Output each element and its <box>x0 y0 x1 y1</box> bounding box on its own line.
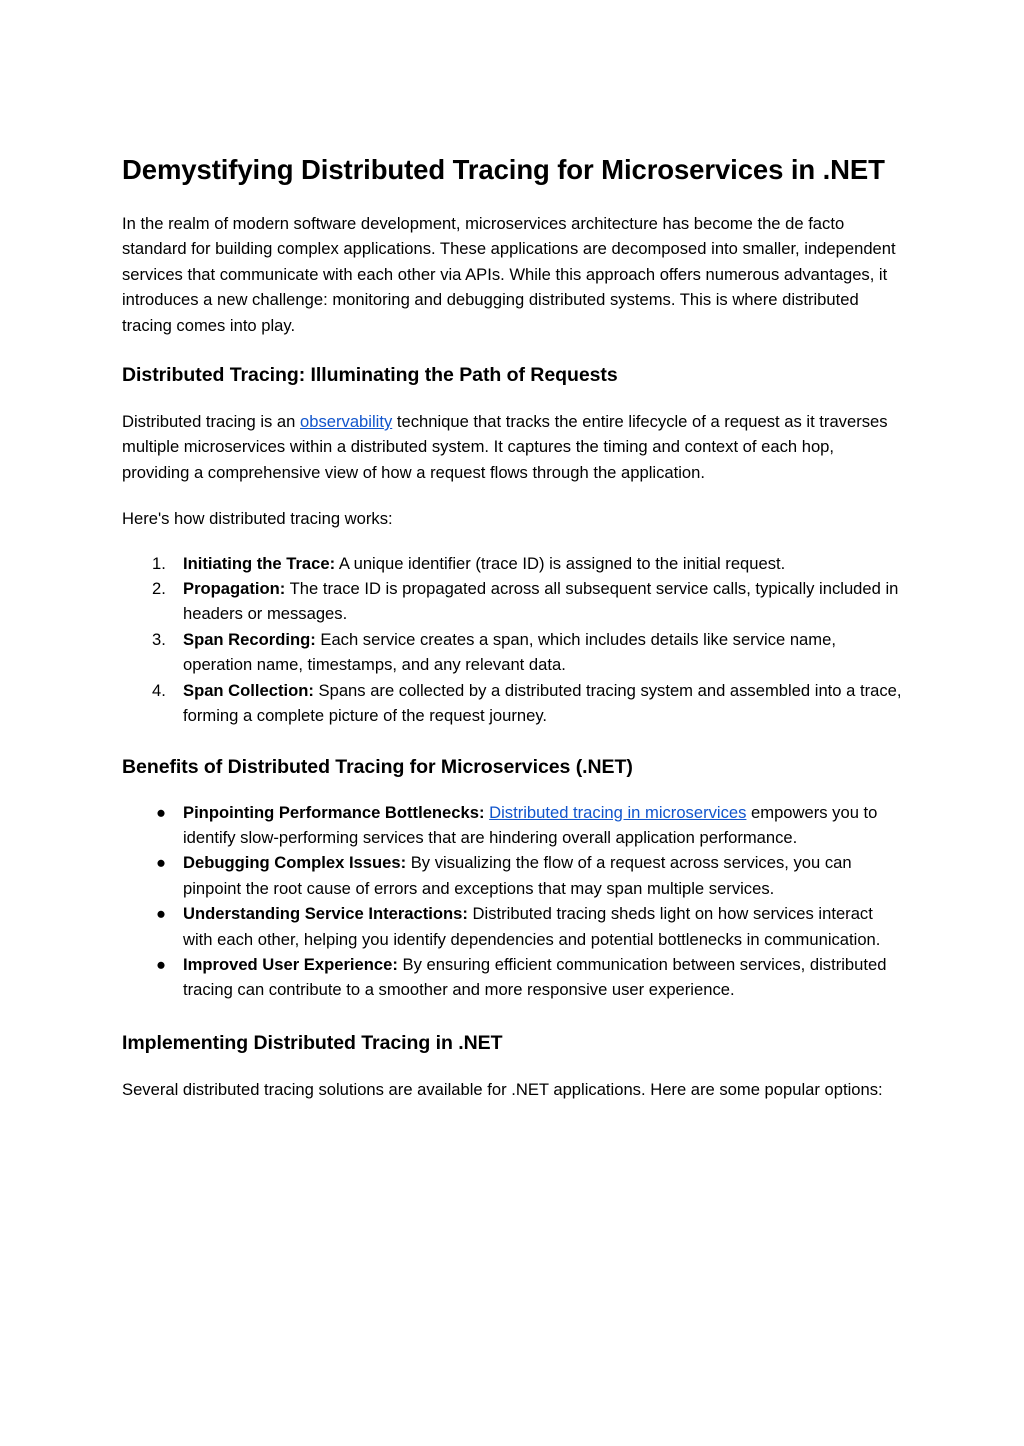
list-item-text-after-link: empowers you to identify slow-performing services that are hindering overall application performance. <box>183 802 878 847</box>
list-item <box>122 901 902 952</box>
observability-link[interactable]: observability <box>300 412 393 432</box>
list-item-text: Distributed tracing sheds light on how services interact with each other, helping you identify dependencies and potential bottlenecks in communication. <box>183 904 881 949</box>
list-item-lead: Span Recording: <box>183 629 316 649</box>
bullet-icon: ● <box>156 802 167 822</box>
list-marker: 1. <box>152 553 166 573</box>
section-heading-benefits: Benefits of Distributed Tracing for Microservices (.NET) <box>122 755 633 778</box>
list-item-text: A unique identifier (trace ID) is assigned to the initial request. <box>335 553 786 573</box>
list-item-lead: Span Collection: <box>183 680 314 700</box>
list-item-lead: Propagation: <box>183 579 286 599</box>
list-item-lead: Improved User Experience: <box>183 954 398 974</box>
bullet-icon: ● <box>156 904 167 924</box>
bullet-icon: ● <box>156 853 167 873</box>
list-item-text: The trace ID is propagated across all subsequent service calls, typically included in headers or messages. <box>183 579 899 624</box>
list-item <box>122 678 902 729</box>
list-item <box>122 800 902 851</box>
list-item-text: By ensuring efficient communication between services, distributed tracing can contribute to a smoother and more responsive user experience. <box>183 954 887 1000</box>
list-item-lead: Understanding Service Interactions: <box>183 904 468 924</box>
tracing-definition-text-before-link: Distributed tracing is an <box>122 412 301 432</box>
list-item-lead: Pinpointing Performance Bottlenecks: <box>183 802 485 822</box>
list-item <box>122 551 902 576</box>
distributed-tracing-microservices-link[interactable]: Distributed tracing in microservices <box>489 802 747 822</box>
section-heading-implementing: Implementing Distributed Tracing in .NET <box>122 1031 503 1054</box>
list-item-text: Each service creates a span, which includes details like service name, operation name, timestamps, and any relevant data. <box>183 629 836 675</box>
list-marker: 3. <box>152 629 166 649</box>
implementing-paragraph: Several distributed tracing solutions are available for .NET applications. Here are some popular options: <box>122 1079 883 1099</box>
tracing-steps-list <box>122 551 902 729</box>
page-title: Demystifying Distributed Tracing for Microservices in .NET <box>122 154 885 185</box>
list-item-lead: Debugging Complex Issues: <box>183 853 407 873</box>
benefits-list <box>122 800 902 1003</box>
tracing-definition-paragraph <box>122 409 902 485</box>
list-item-text: Spans are collected by a distributed tracing system and assembled into a trace, forming a complete picture of the request journey. <box>183 680 902 726</box>
section-heading-distributed-tracing: Distributed Tracing: Illuminating the Path of Requests <box>122 364 618 387</box>
list-item <box>122 952 902 1003</box>
bullet-icon: ● <box>156 954 167 974</box>
list-marker: 4. <box>152 680 166 700</box>
tracing-definition-text-after-link: technique that tracks the entire lifecycle of a request as it traverses multiple microservices within a distributed system. It captures the timing and context of each hop, providing a comprehensive view of how a request flows through the application. <box>122 412 888 482</box>
list-item-text: By visualizing the flow of a request across services, you can pinpoint the root cause of errors and exceptions that may span multiple services. <box>183 853 852 898</box>
list-marker: 2. <box>152 579 166 599</box>
list-item-lead: Initiating the Trace: <box>183 553 336 573</box>
document-content <box>122 150 902 1102</box>
list-item <box>122 850 902 901</box>
list-item <box>122 627 902 678</box>
list-item <box>122 576 902 627</box>
steps-list-intro: Here's how distributed tracing works: <box>122 509 393 529</box>
intro-paragraph: In the realm of modern software development, microservices architecture has become the de facto standard for building complex applications. These applications are decomposed into smaller, independent services that communicate with each other via APIs. While this approach offers numerous advantages, it introduces a new challenge: monitoring and debugging distributed systems. This is where distributed tracing comes into play. <box>122 214 896 335</box>
